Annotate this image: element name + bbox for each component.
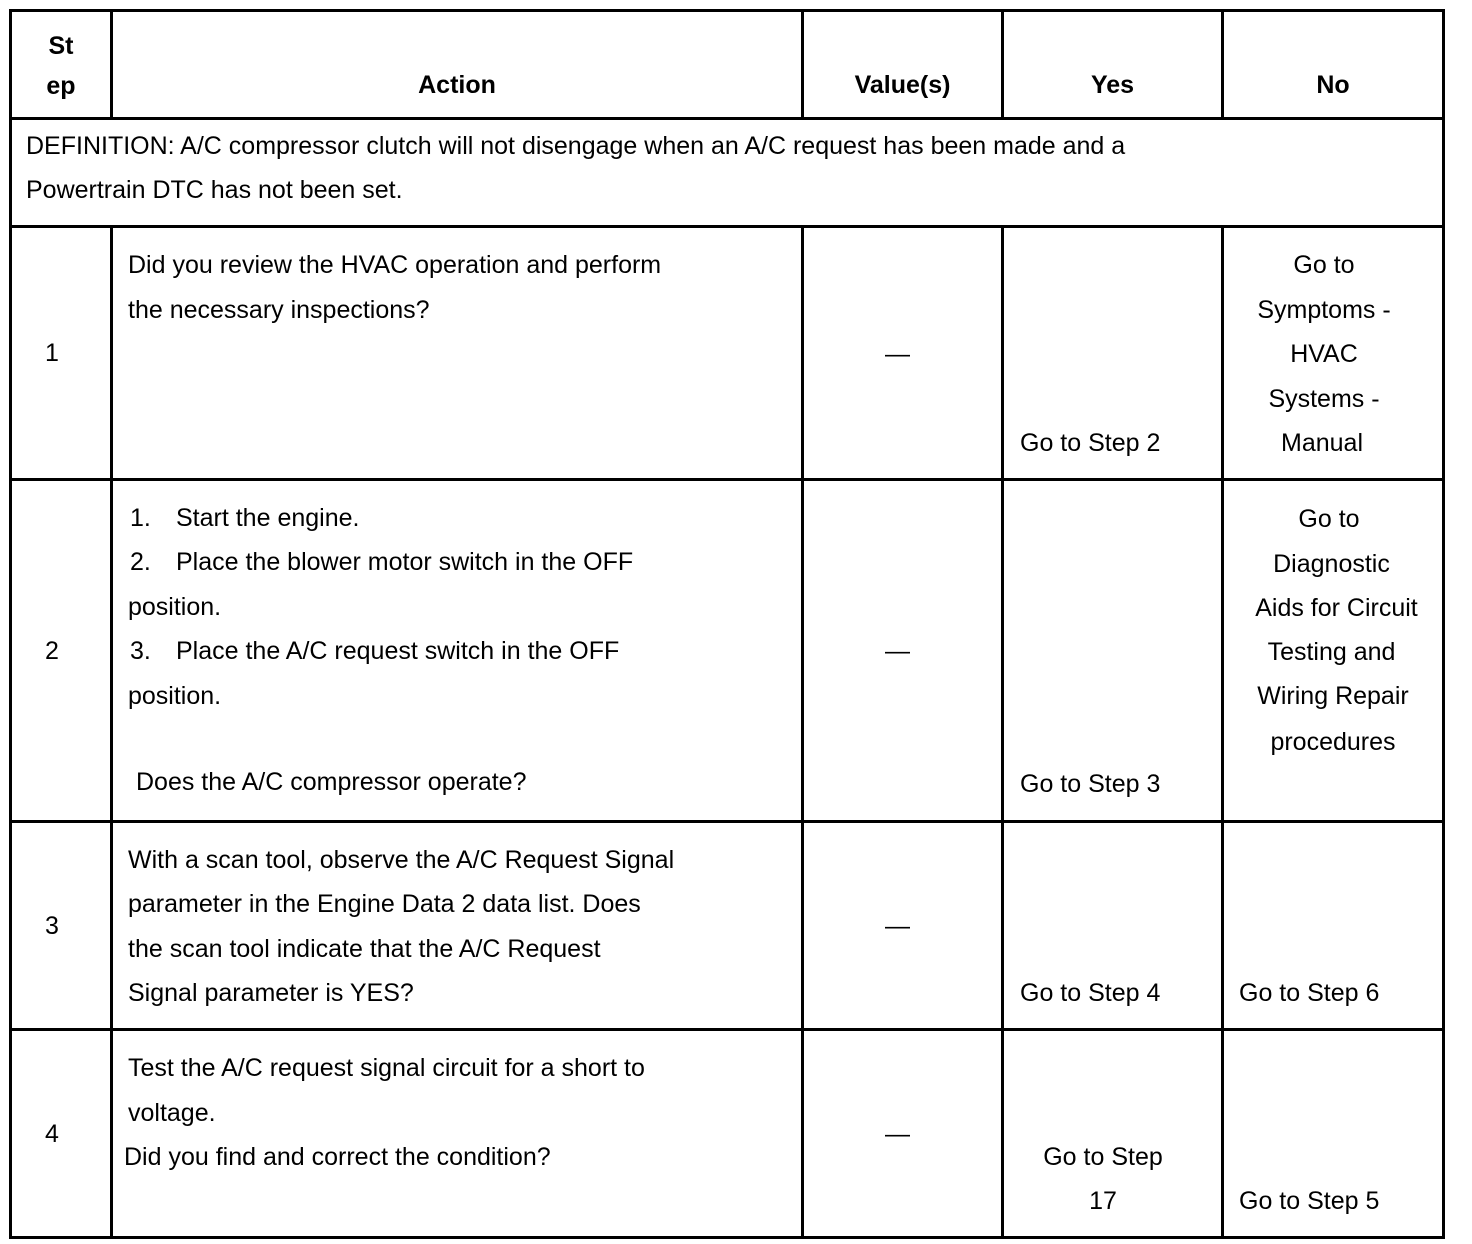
row1-step: 1 — [45, 339, 59, 367]
table-border-bottom — [9, 1236, 1445, 1239]
header-no: No — [1316, 71, 1350, 99]
row1-value: — — [885, 340, 910, 368]
row4-step: 4 — [45, 1120, 59, 1148]
table-border-top — [9, 9, 1445, 12]
diagnostic-table — [9, 9, 1445, 1239]
row4-action-line3: Did you find and correct the condition? — [124, 1143, 551, 1171]
row2-item2-num: 2. — [130, 548, 151, 576]
row3-value: — — [885, 912, 910, 940]
row1-no-line5: Manual — [1281, 429, 1363, 457]
header-action: Action — [418, 71, 496, 99]
row2-question: Does the A/C compressor operate? — [136, 768, 527, 796]
row3-action-line1: With a scan tool, observe the A/C Request Signal — [128, 846, 675, 874]
row1-action-line2: the necessary inspections? — [128, 296, 430, 324]
header-divider — [9, 117, 1445, 120]
col-divider-value — [1001, 225, 1004, 1239]
row2-item1-num: 1. — [130, 504, 151, 532]
row3-action-line4: Signal parameter is YES? — [128, 979, 414, 1007]
row1-no-line1: Go to — [1293, 251, 1355, 279]
header-yes: Yes — [1090, 71, 1135, 99]
row2-no-line3: Aids for Circuit — [1255, 594, 1418, 622]
definition-divider — [9, 225, 1445, 228]
definition-line2: Powertrain DTC has not been set. — [26, 176, 403, 204]
row4-yes-line1: Go to Step — [1043, 1143, 1163, 1171]
row2-item3-cont: position. — [128, 682, 222, 710]
row2-item3-text: Place the A/C request switch in the OFF — [176, 637, 620, 665]
header-step-line2: ep — [46, 72, 76, 100]
row2-no-line1: Go to — [1298, 505, 1360, 533]
row2-item1-text: Start the engine. — [176, 504, 360, 532]
row4-yes-line2: 17 — [1089, 1187, 1117, 1215]
row3-action-line2: parameter in the Engine Data 2 data list. Does — [128, 890, 641, 918]
row3-action-line3: the scan tool indicate that the A/C Request — [128, 935, 601, 963]
table-border-left — [9, 9, 12, 1239]
row2-yes: Go to Step 3 — [1020, 770, 1161, 798]
col-divider-step — [110, 225, 113, 1239]
row2-no-line2: Diagnostic — [1273, 550, 1390, 578]
row1-divider — [9, 478, 1445, 481]
definition-line1: DEFINITION: A/C compressor clutch will not disengage when an A/C request has been made and a — [26, 132, 1126, 160]
row1-no-line4: Systems - — [1268, 385, 1380, 413]
row2-item2-text: Place the blower motor switch in the OFF — [176, 548, 634, 576]
row2-no-line5: Wiring Repair — [1257, 682, 1409, 710]
row3-divider — [9, 1028, 1445, 1031]
row1-action-line1: Did you review the HVAC operation and perform — [128, 251, 662, 279]
row3-no: Go to Step 6 — [1239, 979, 1380, 1007]
row1-yes: Go to Step 2 — [1020, 429, 1161, 457]
row3-yes: Go to Step 4 — [1020, 979, 1161, 1007]
row1-no-line3: HVAC — [1290, 340, 1358, 368]
row4-no: Go to Step 5 — [1239, 1187, 1380, 1215]
row4-action-line1: Test the A/C request signal circuit for a short to — [128, 1054, 645, 1082]
row4-action-line2: voltage. — [128, 1099, 216, 1127]
col-divider-action — [801, 225, 804, 1239]
row2-no-line4: Testing and — [1267, 638, 1396, 666]
row2-step: 2 — [45, 637, 59, 665]
row1-no-line2: Symptoms - — [1257, 296, 1391, 324]
row2-value: — — [885, 637, 910, 665]
header-step-line1: St — [48, 32, 74, 60]
row2-item2-cont: position. — [128, 593, 222, 621]
header-values: Value(s) — [854, 71, 951, 99]
row2-item3-num: 3. — [130, 637, 151, 665]
row3-step: 3 — [45, 912, 59, 940]
row2-divider — [9, 820, 1445, 823]
row2-no-line6: procedures — [1270, 728, 1396, 756]
row4-value: — — [885, 1120, 910, 1148]
